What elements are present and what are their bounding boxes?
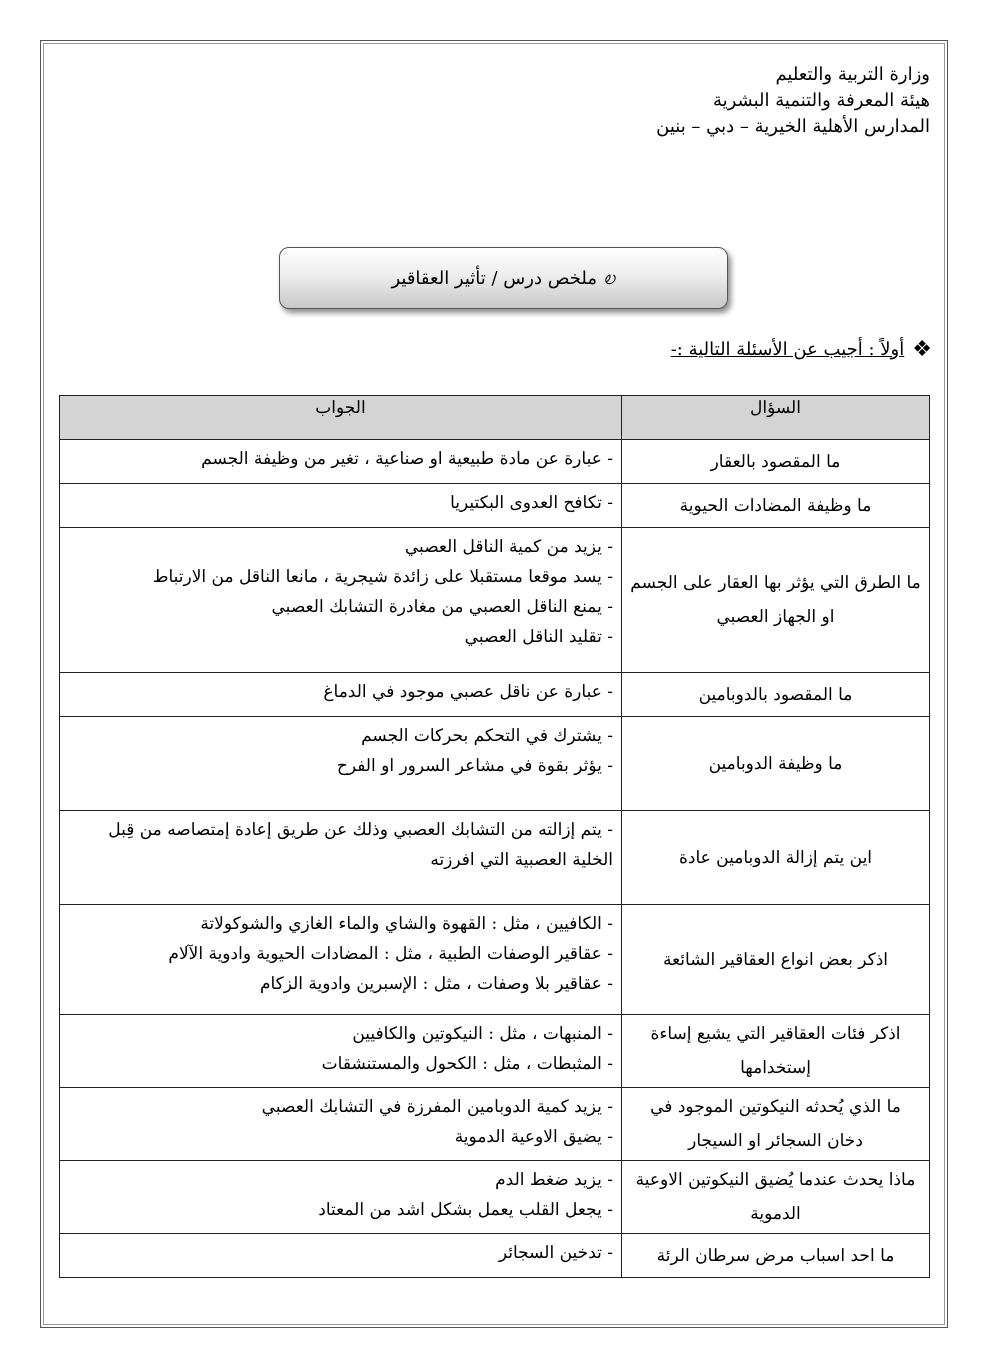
- answer-line: - عقاقير بلا وصفات ، مثل : الإسبرين وادوية الزكام: [259, 974, 613, 994]
- answer-cell: [60, 905, 622, 1015]
- qa-table: [59, 395, 930, 1278]
- answer-line: - يزيد من كمية الناقل العصبي: [404, 537, 613, 557]
- answer-line: - عبارة عن ناقل عصبي موجود في الدماغ: [323, 682, 613, 702]
- table-row: [60, 1234, 930, 1278]
- table-row: [60, 528, 930, 673]
- question-cell: ما احد اسباب مرض سرطان الرئة: [622, 1234, 930, 1278]
- question-cell: اين يتم إزالة الدوبامين عادة: [622, 811, 930, 905]
- lesson-title-banner: [279, 247, 728, 309]
- table-row: [60, 440, 930, 484]
- question-cell: اذكر فئات العقاقير التي يشيع إساءة إستخدامها: [622, 1015, 930, 1088]
- answer-line: - تكافح العدوى البكتيريا: [450, 493, 613, 513]
- answer-line: - يمنع الناقل العصبي من مغادرة التشابك العصبي: [271, 597, 613, 617]
- section-heading-text: أولاً : أجيب عن الأسئلة التالية :-: [670, 339, 905, 360]
- answer-cell: [60, 1015, 622, 1088]
- question-cell: ما وظيفة المضادات الحيوية: [622, 484, 930, 528]
- answer-cell: [60, 717, 622, 811]
- answer-line: - المنبهات ، مثل : النيكوتين والكافيين: [352, 1024, 613, 1044]
- answer-cell: [60, 1088, 622, 1161]
- table-row: [60, 484, 930, 528]
- answer-cell: [60, 1161, 622, 1234]
- question-cell: ما الذي يُحدثه النيكوتين الموجود في دخان السجائر او السيجار: [622, 1088, 930, 1161]
- answer-column-header: الجواب: [60, 396, 622, 440]
- table-row: [60, 811, 930, 905]
- question-cell: ما المقصود بالعقار: [622, 440, 930, 484]
- answer-line: - يجعل القلب يعمل بشكل اشد من المعتاد: [318, 1200, 613, 1220]
- question-column-header: السؤال: [622, 396, 930, 440]
- answer-line: - الكافيين ، مثل : القهوة والشاي والماء الغازي والشوكولاتة: [200, 914, 613, 934]
- leaf-ornament-icon: ၿ: [602, 264, 616, 290]
- answer-line: - عبارة عن مادة طبيعية او صناعية ، تغير من وظيفة الجسم: [201, 449, 613, 469]
- answer-cell: [60, 440, 622, 484]
- answer-line: - يزيد كمية الدوبامين المفرزة في التشابك العصبي: [261, 1097, 613, 1117]
- table-header-row: [60, 396, 930, 440]
- answer-cell: [60, 484, 622, 528]
- answer-line: - يسد موقعا مستقبلا على زائدة شيجرية ، مانعا الناقل من الارتباط: [152, 567, 613, 587]
- answer-line: - تقليد الناقل العصبي: [464, 627, 613, 647]
- question-cell: ماذا يحدث عندما يُضيق النيكوتين الاوعية الدموية: [622, 1161, 930, 1234]
- question-cell: ما الطرق التي يؤثر بها العقار على الجسم او الجهاز العصبي: [622, 528, 930, 673]
- answer-line: - يشترك في التحكم بحركات الجسم: [361, 726, 613, 746]
- qa-table-body: [60, 440, 930, 1278]
- section-heading: [671, 337, 932, 362]
- answer-cell: [60, 811, 622, 905]
- lesson-title: ملخص درس / تأثير العقاقير: [391, 267, 597, 289]
- table-row: [60, 1161, 930, 1234]
- answer-line: - تدخين السجائر: [498, 1243, 613, 1263]
- diamond-bullet-icon: ❖: [912, 337, 932, 362]
- question-cell: اذكر بعض انواع العقاقير الشائعة: [622, 905, 930, 1015]
- question-cell: ما وظيفة الدوبامين: [622, 717, 930, 811]
- answer-line: - عقاقير الوصفات الطبية ، مثل : المضادات الحيوية وادوية الآلام: [168, 944, 613, 964]
- answer-line: - المثبطات ، مثل : الكحول والمستنشقات: [321, 1054, 613, 1074]
- answer-cell: [60, 528, 622, 673]
- ministry-name: وزارة التربية والتعليم: [775, 64, 930, 85]
- table-row: [60, 717, 930, 811]
- table-row: [60, 673, 930, 717]
- answer-cell: [60, 673, 622, 717]
- authority-name: هيئة المعرفة والتنمية البشرية: [712, 90, 930, 111]
- school-name: المدارس الأهلية الخيرية – دبي – بنين: [656, 116, 930, 137]
- table-row: [60, 905, 930, 1015]
- answer-line: - يتم إزالته من التشابك العصبي وذلك عن طريق إعادة إمتصاصه من قِبل الخلية العصبية التي افرزته: [108, 820, 613, 870]
- answer-line: - يضيق الاوعية الدموية: [454, 1127, 613, 1147]
- answer-line: - يؤثر بقوة في مشاعر السرور او الفرح: [336, 756, 613, 776]
- answer-line: - يزيد ضغط الدم: [495, 1170, 613, 1190]
- answer-cell: [60, 1234, 622, 1278]
- question-cell: ما المقصود بالدوبامين: [622, 673, 930, 717]
- document-header: [656, 62, 930, 140]
- table-row: [60, 1088, 930, 1161]
- table-row: [60, 1015, 930, 1088]
